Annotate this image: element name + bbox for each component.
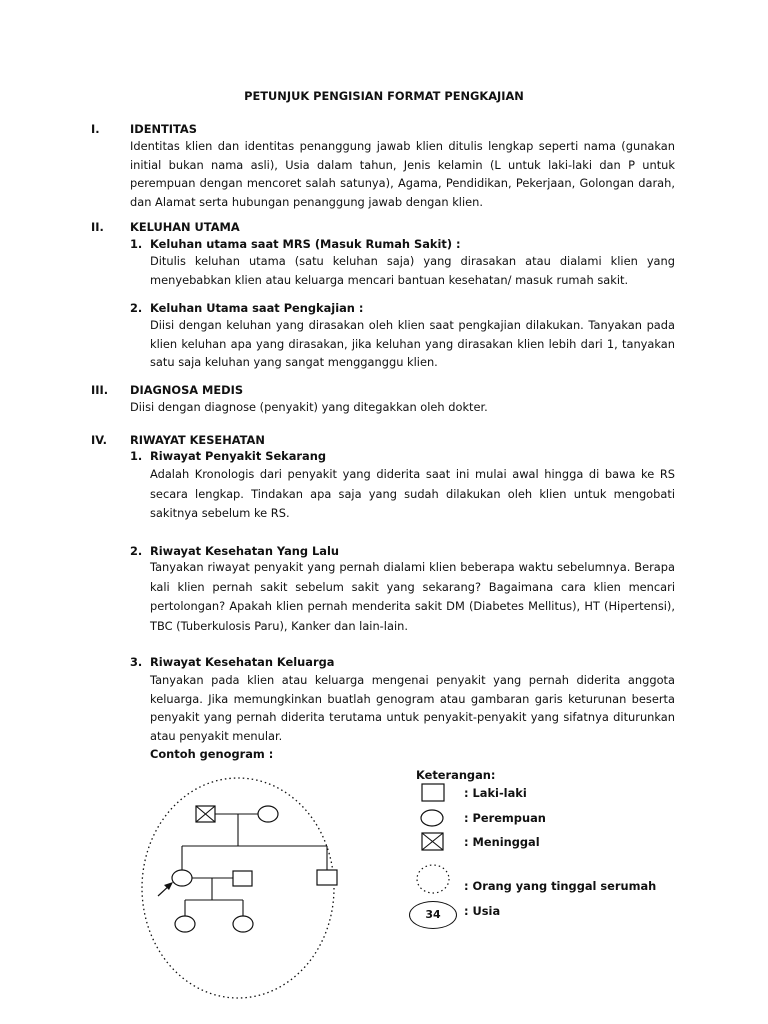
item-number-2-1: 1.	[130, 237, 143, 251]
legend-title: Keterangan:	[416, 768, 496, 782]
section-heading-keluhan-utama: KELUHAN UTAMA	[130, 220, 240, 234]
section-heading-identitas: IDENTITAS	[130, 122, 197, 136]
item-body-riwayat-sekarang: Adalah Kronologis dari penyakit yang diderita saat ini mulai awal hingga di bawa ke RS secara lengkap. Tindakan apa saja yang sudah dilakukan oleh klien untuk mengobati sakitnya sebelum ke RS.	[150, 467, 675, 520]
child-female-icon	[233, 916, 253, 932]
document-title: PETUNJUK PENGISIAN FORMAT PENGKAJIAN	[244, 89, 524, 103]
section-heading-diagnosa-medis: DIAGNOSA MEDIS	[130, 383, 244, 397]
legend-household-icon	[417, 865, 449, 893]
legend-deceased-icon	[422, 833, 443, 850]
item-number-4-3: 3.	[130, 655, 143, 669]
genogram-diagram	[140, 770, 370, 1020]
legend-label-deceased: : Meninggal	[464, 835, 540, 849]
item-number-2-2: 2.	[130, 301, 143, 315]
item-heading-riwayat-sekarang: Riwayat Penyakit Sekarang	[150, 449, 326, 463]
genogram-example-label: Contoh genogram :	[150, 747, 274, 761]
spouse-male-icon	[233, 871, 252, 886]
item-body-keluhan-pengkajian: Diisi dengan keluhan yang dirasakan oleh klien saat pengkajian dilakukan. Tanyakan pada klien keluhan apa yang dirasakan, jika keluhan yang dirasakan klien lebih dari 1, tanyakan satu saja keluhan yang sangat mengganggu klien.	[150, 318, 675, 369]
item-number-4-2: 2.	[130, 544, 143, 558]
section-body-diagnosa-medis: Diisi dengan diagnose (penyakit) yang ditegakkan oleh dokter.	[130, 400, 488, 414]
grandfather-deceased-icon	[196, 806, 215, 822]
legend-label-age: : Usia	[464, 904, 501, 918]
section-heading-riwayat-kesehatan: RIWAYAT KESEHATAN	[130, 433, 265, 447]
item-heading-keluhan-pengkajian: Keluhan Utama saat Pengkajian :	[150, 301, 364, 315]
legend-label-female: : Perempuan	[464, 811, 546, 825]
child-female-icon	[175, 916, 195, 932]
section-number-4: IV.	[91, 433, 107, 447]
item-number-4-1: 1.	[130, 449, 143, 463]
legend-label-male: : Laki-laki	[464, 786, 527, 800]
grandmother-icon	[258, 806, 278, 822]
item-heading-riwayat-lalu: Riwayat Kesehatan Yang Lalu	[150, 544, 339, 558]
legend-female-icon	[421, 810, 443, 826]
client-female-icon	[172, 870, 192, 886]
client-arrow-icon	[158, 882, 173, 896]
sibling-male-icon	[317, 870, 337, 885]
item-body-riwayat-lalu: Tanyakan riwayat penyakit yang pernah dialami klien beberapa waktu sebelumnya. Berapa kali klien pernah sakit sebelum sakit yang sekarang? Bagaimana cara klien mencari pertolongan? Apakah klien pernah menderita sakit DM (Diabetes Mellitus), HT (Hipertensi), TBC (Tuberkulosis Paru), Kanker dan lain-lain.	[150, 560, 675, 633]
item-heading-riwayat-keluarga: Riwayat Kesehatan Keluarga	[150, 655, 335, 669]
section-number-2: II.	[91, 220, 104, 234]
item-heading-keluhan-mrs: Keluhan utama saat MRS (Masuk Rumah Sakit) :	[150, 237, 461, 251]
legend-label-household: : Orang yang tinggal serumah	[464, 879, 657, 893]
section-number-3: III.	[91, 383, 109, 397]
section-number-1: I.	[91, 122, 100, 136]
legend-age-icon: 34	[409, 901, 457, 929]
household-boundary	[142, 778, 334, 998]
legend-male-icon	[422, 784, 444, 801]
item-body-riwayat-keluarga: Tanyakan pada klien atau keluarga mengenai penyakit yang pernah diderita anggota keluarga. Jika memungkinkan buatlah genogram atau gambaran garis keturunan beserta penyakit yang pernah diderita terutama untuk penyakit-penyakit yang sifatnya diturunkan atau penyakit menular.	[150, 673, 675, 743]
section-body-identitas: Identitas klien dan identitas penanggung jawab klien ditulis lengkap seperti nama (gunakan initial bukan nama asli), Usia dalam tahun, Jenis kelamin (L untuk laki-laki dan P untuk perempuan dengan mencoret salah satunya), Agama, Pendidikan, Pekerjaan, Golongan darah, dan Alamat serta hubungan penanggung jawab dengan klien.	[130, 139, 675, 209]
item-body-keluhan-mrs: Ditulis keluhan utama (satu keluhan saja) yang dirasakan atau dialami klien yang menyebabkan klien atau keluarga mencari bantuan kesehatan/ masuk rumah sakit.	[150, 254, 675, 287]
